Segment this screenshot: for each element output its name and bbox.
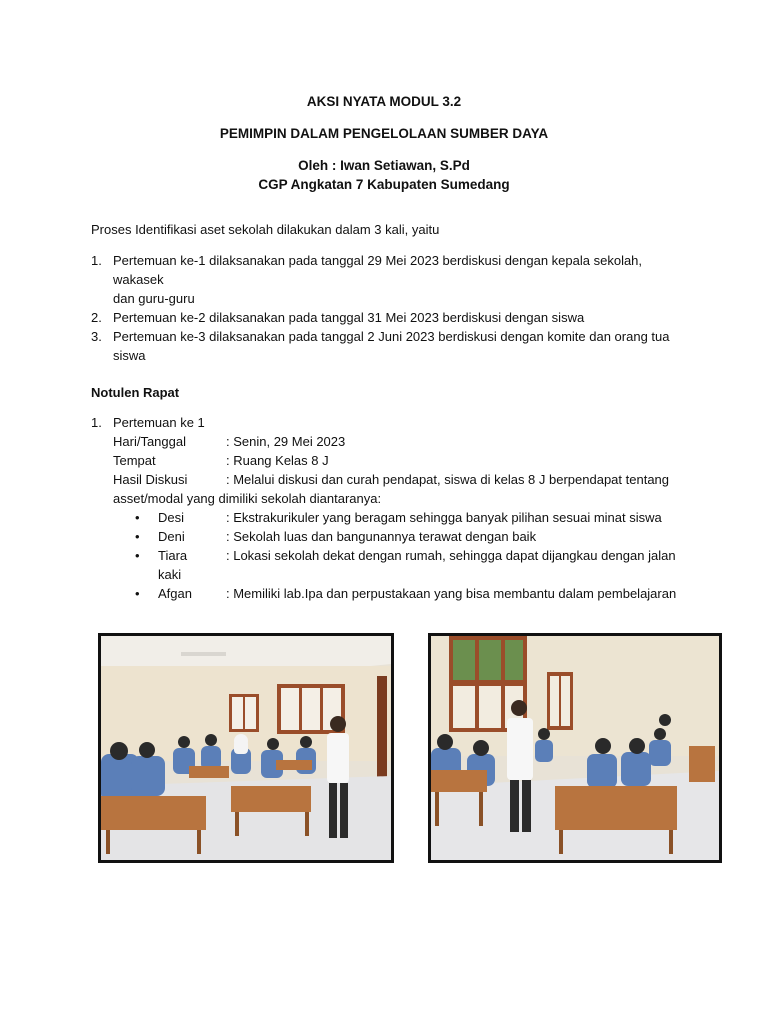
affiliation-line: CGP Angkatan 7 Kabupaten Sumedang [258,177,510,192]
classroom-photo-2 [428,633,722,863]
list-item [91,308,681,327]
list-number: 2. [91,310,102,325]
bullet-icon: • [135,548,140,563]
classroom-photo-icon [101,636,391,860]
student-name: Tiara [158,548,188,563]
opinion-text: : Ekstrakurikuler yang beragam sehingga banyak pilihan sesuai minat siswa [226,510,662,525]
classroom-photo-icon [431,636,719,860]
list-item [135,527,691,546]
student-name: Desi [158,510,185,525]
list-item [135,546,691,584]
meeting-result-row [113,470,691,489]
field-label: Tempat [113,453,156,468]
list-item-continuation: dan guru-guru [113,291,195,306]
session-list [91,251,681,365]
meeting-block [91,413,691,603]
list-item [135,584,691,603]
opinion-continuation: kaki [158,567,182,582]
document-subtitle: PEMIMPIN DALAM PENGELOLAAN SUMBER DAYA [219,126,549,141]
list-item [91,251,681,308]
opinion-text: : Lokasi sekolah dekat dengan rumah, sehingga dapat dijangkau dengan jalan [226,548,676,563]
document-title: AKSI NYATA MODUL 3.2 [306,94,462,109]
opinion-text: : Memiliki lab.Ipa dan perpustakaan yang bisa membantu dalam pembelajaran [226,586,677,601]
list-item [135,508,691,527]
list-number: 1. [91,253,102,268]
opinion-list [135,508,691,603]
list-number: 1. [91,415,102,430]
section-heading: Notulen Rapat [91,385,180,400]
list-item-continuation: siswa [113,348,146,363]
student-name: Afgan [158,586,192,601]
list-item [91,327,681,365]
opinion-text: : Sekolah luas dan bangunannya terawat dengan baik [226,529,537,544]
author-line: Oleh : Iwan Setiawan, S.Pd [298,158,470,173]
student-name: Deni [158,529,185,544]
field-label: Hasil Diskusi [113,472,188,487]
bullet-icon: • [135,510,140,525]
field-value: : Melalui diskusi dan curah pendapat, siswa di kelas 8 J berpendapat tentang [226,472,670,487]
bullet-icon: • [135,529,140,544]
list-number: 3. [91,329,102,344]
field-value: : Ruang Kelas 8 J [226,453,329,468]
field-label: Hari/Tanggal [113,434,186,449]
list-item-text: Pertemuan ke-3 dilaksanakan pada tanggal 2 Juni 2023 berdiskusi dengan komite dan orang tua [113,329,670,344]
list-item-text: Pertemuan ke-1 dilaksanakan pada tanggal 29 Mei 2023 berdiskusi dengan kepala sekolah, wakasek [113,253,643,287]
meeting-place-row [113,451,691,470]
meeting-date-row [113,432,691,451]
meeting-title: Pertemuan ke 1 [113,415,205,430]
result-continuation: asset/modal yang dimiliki sekolah diantaranya: [113,491,382,506]
classroom-photo-1 [98,633,394,863]
field-value: : Senin, 29 Mei 2023 [226,434,346,449]
bullet-icon: • [135,586,140,601]
list-item-text: Pertemuan ke-2 dilaksanakan pada tanggal 31 Mei 2023 berdiskusi dengan siswa [113,310,585,325]
intro-paragraph: Proses Identifikasi aset sekolah dilakukan dalam 3 kali, yaitu [91,222,440,237]
